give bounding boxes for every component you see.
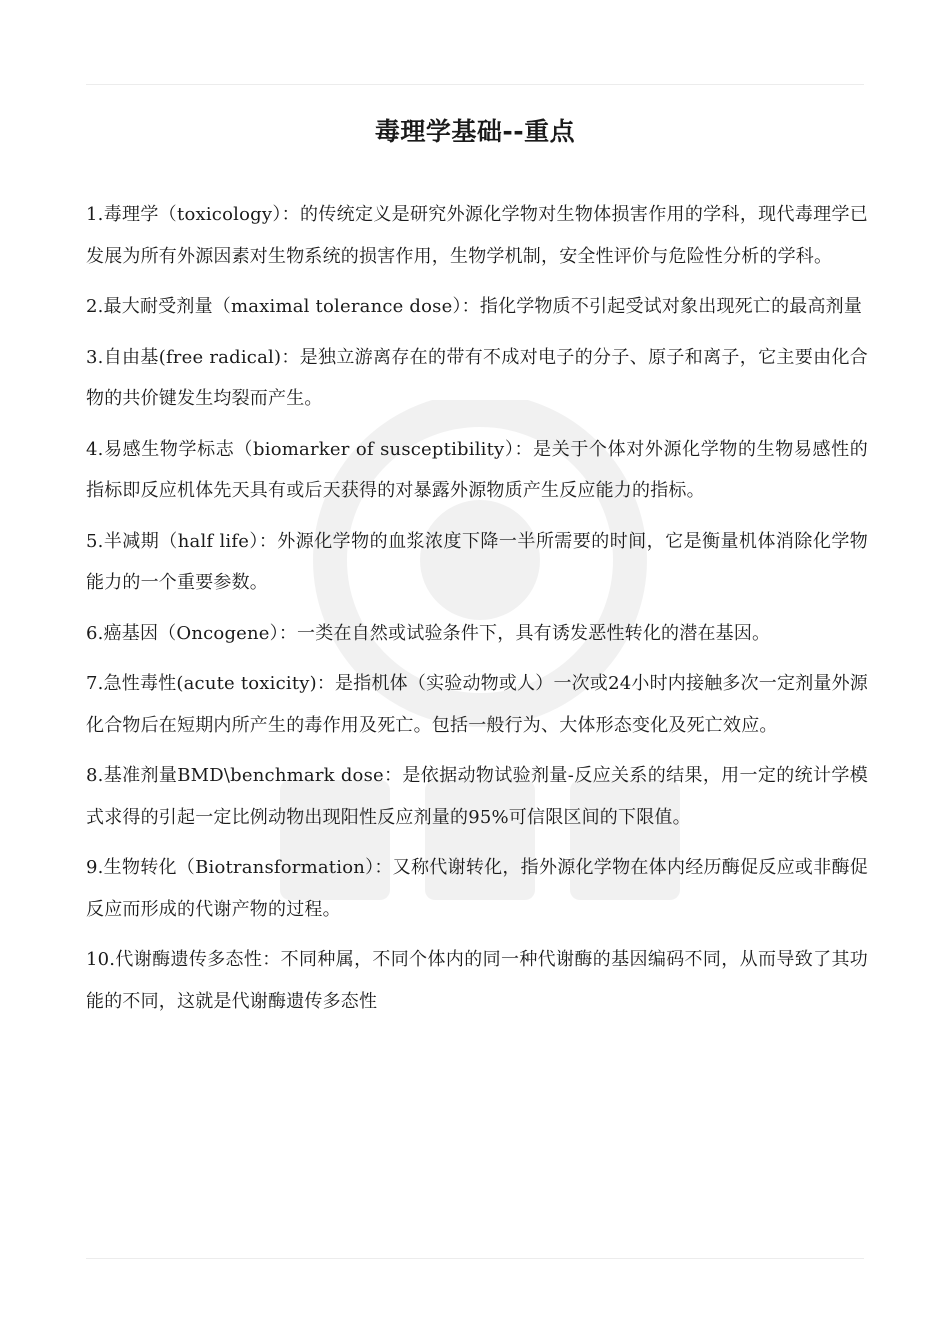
header-rule [86,84,864,85]
definition-item-7: 7.急性毒性(acute toxicity)：是指机体（实验动物或人）一次或24小时内接触多次一定剂量外源化合物后在短期内所产生的毒作用及死亡。包括一般行为、大体形态变化及死亡效应。 [86,673,868,736]
definition-item-6: 6.癌基因（Oncogene）：一类在自然或试验条件下，具有诱发恶性转化的潜在基因。 [86,622,771,644]
definition-item-1: 1.毒理学（toxicology）：的传统定义是研究外源化学物对生物体损害作用的学科，现代毒理学已发展为所有外源因素对生物系统的损害作用，生物学机制，安全性评价与危险性分析的学科。 [86,204,868,267]
document-title: 毒理学基础--重点 [374,117,576,146]
definition-item-4: 4.易感生物学标志（biomarker of susceptibility）：是关于个体对外源化学物的生物易感性的指标即反应机体先天具有或后天获得的对暴露外源物质产生反应能力的指标。 [86,438,868,501]
definition-item-5: 5.半减期（half life）：外源化学物的血浆浓度下降一半所需要的时间，它是衡量机体消除化学物能力的一个重要参数。 [86,530,868,593]
definition-item-10: 10.代谢酶遗传多态性：不同种属，不同个体内的同一种代谢酶的基因编码不同，从而导致了其功能的不同，这就是代谢酶遗传多态性 [86,949,868,1012]
document-body [86,194,868,1031]
definition-item-2: 2.最大耐受剂量（maximal tolerance dose）：指化学物质不引起受试对象出现死亡的最高剂量 [86,296,863,317]
footer-rule [86,1258,864,1259]
definition-item-3: 3.自由基(free radical)：是独立游离存在的带有不成对电子的分子、原子和离子，它主要由化合物的共价键发生均裂而产生。 [86,346,868,409]
definition-item-9: 9.生物转化（Biotransformation）：又称代谢转化，指外源化学物在体内经历酶促反应或非酶促反应而形成的代谢产物的过程。 [86,857,868,920]
definition-item-8: 8.基准剂量BMD\benchmark dose：是依据动物试验剂量-反应关系的结果，用一定的统计学模式求得的引起一定比例动物出现阳性反应剂量的95%可信限区间的下限值。 [86,765,868,828]
